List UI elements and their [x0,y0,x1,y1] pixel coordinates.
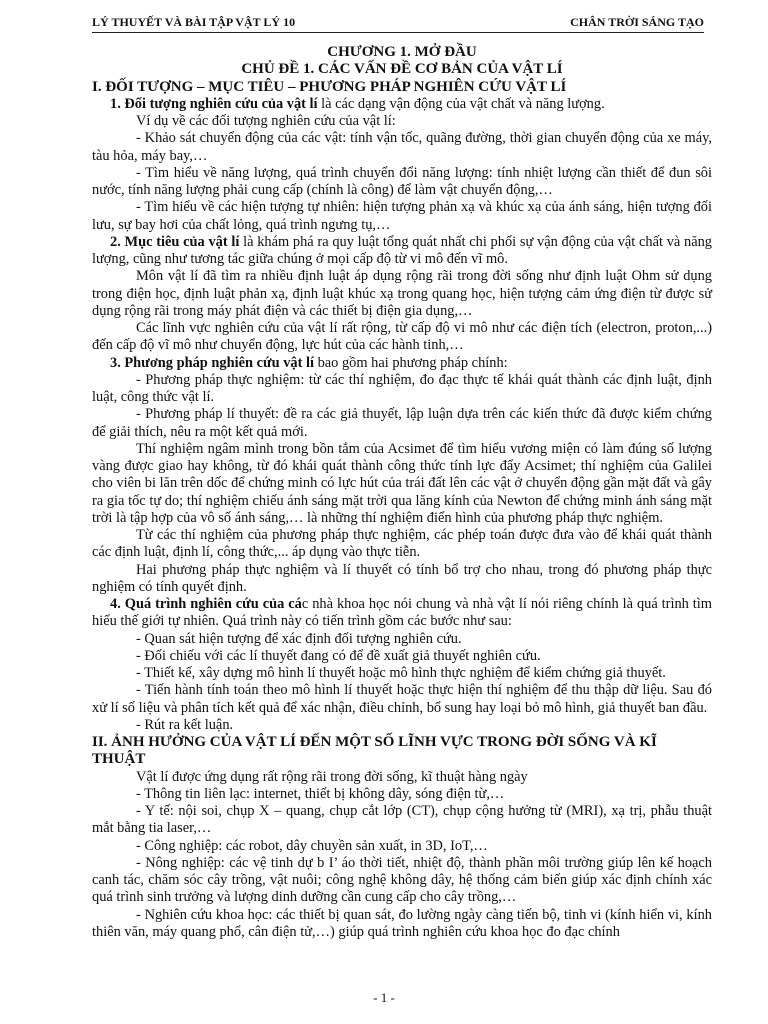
paragraph: - Rút ra kết luận. [136,716,234,733]
paragraph: Thí nghiệm ngâm mình trong bồn tắm của Acsimet để tìm hiểu vương miện có làm đúng số lượng vàng được giao hay không, từ đó khái quát thành công thức tính lực đẩy Acsimet; thí nghiệm của Galilei cho viên bi lăn trên dốc để chứng minh có lực hút của trái đất lên các vật ở chuyển động gần mặt đất và gây ra gia tốc tự do; thí nghiệm chiếu ánh sáng mặt trời qua lăng kính của Newton để chứng minh ánh sáng mặt trời là tập hợp của vô số ánh sáng,… là những thí nghiệm điển hình của phương pháp thực nghiệm. [92,440,712,526]
paragraph: Ví dụ về các đối tượng nghiên cứu của vật lí: [136,113,396,129]
section-1-heading: I. ĐỐI TƯỢNG – MỤC TIÊU – PHƯƠNG PHÁP NGHIÊN CỨU VẬT LÍ [92,78,567,95]
paragraph: - Đối chiếu với các lí thuyết đang có để đề xuất giả thuyết nghiên cứu. [136,647,541,664]
topic-title: CHỦ ĐỀ 1. CÁC VẤN ĐỀ CƠ BẢN CỦA VẬT LÍ [241,61,563,78]
subsection-3-text: bao gồm hai phương pháp chính: [313,354,508,371]
paragraph: - Phương pháp thực nghiệm: từ các thí nghiệm, đo đạc thực tế khái quát thành các định luật, định luật, công thức vật lí. [92,371,712,405]
paragraph: - Thông tin liên lạc: internet, thiết bị không dây, sóng điện từ,… [136,785,505,802]
section-2-heading: II. ẢNH HƯỞNG CỦA VẬT LÍ ĐẾN MỘT SỐ LĨNH VỰC TRONG ĐỜI SỐNG VÀ KĨ THUẬT [92,734,657,768]
paragraph: - Phương pháp lí thuyết: đề ra các giả thuyết, lập luận dựa trên các kiến thức đã được kiểm chứng để giải thích, nêu ra một kết quả mới. [92,406,712,440]
subsection-1 [92,96,712,113]
subsection-4-text: c nhà khoa học nói chung và nhà vật lí nói riêng chính là quá trình tìm hiểu thế giới tự nhiên. Quá trình này có tiến trình gồm các bước như sau: [92,596,712,630]
chapter-title: CHƯƠNG 1. MỞ ĐẦU [327,44,477,60]
paragraph: - Nông nghiệp: các vệ tinh dự b I’ áo thời tiết, nhiệt độ, thành phần môi trường giúp lên kế hoạch canh tác, chăm sóc cây trồng, vật nuôi; công nghệ không dây, hệ thống cảm biến giúp xác định chính xác quá trình sinh trưởng và lượng dinh dưỡng cần cung cấp cho cây trồng,… [92,854,712,906]
subsection-2 [92,234,712,269]
header-book-title: LÝ THUYẾT VÀ BÀI TẬP VẬT LÝ 10 [92,15,296,29]
paragraph: - Tìm hiểu về các hiện tượng tự nhiên: hiện tượng phản xạ và khúc xạ của ánh sáng, hiện tượng đối lưu, sự bay hơi của chất lỏng, quá trình ngưng tụ,… [92,199,712,233]
paragraph: Môn vật lí đã tìm ra nhiều định luật áp dụng rộng rãi trong đời sống như định luật Ohm sử dụng trong điện học, định luật phản xạ, định luật khúc xạ trong quang học, hiện tượng cảm ứng điện từ được sử dụng rộng rãi trong máy phát điện và các thiết bị điện gia dụng,… [92,268,712,319]
paragraph: - Công nghiệp: các robot, dây chuyền sản xuất, in 3D, IoT,… [136,837,488,854]
page-header [92,14,704,33]
subsection-4-label: 4. Quá trình nghiên cứu của cá [110,596,302,612]
subsection-4 [92,596,712,631]
paragraph: - Y tế: nội soi, chụp X – quang, chụp cắt lớp (CT), chụp cộng hưởng từ (MRI), xạ trị, phẫu thuật mắt bằng tia laser,… [92,803,712,837]
subsection-1-text: là các dạng vận động của vật chất và năng lượng. [317,95,605,112]
page-content [92,44,712,941]
paragraph: - Thiết kế, xây dựng mô hình lí thuyết hoặc mô hình thực nghiệm để kiểm chứng giả thuyết. [136,665,666,681]
subsection-1-label: 1. Đối tượng nghiên cứu của vật lí [110,95,318,112]
paragraph: Vật lí được ứng dụng rất rộng rãi trong đời sống, kĩ thuật hàng ngày [136,768,528,785]
page-number: - 1 - [373,990,395,1005]
subsection-2-label: 2. Mục tiêu của vật lí [110,233,240,250]
header-series: CHÂN TRỜI SÁNG TẠO [570,15,704,29]
paragraph: - Nghiên cứu khoa học: các thiết bị quan sát, đo lường ngày càng tiến bộ, tinh vi (kính hiển vi, kính thiên văn, máy quang phổ, cân điện tử,…) giúp quá trình nghiên cứu khoa học đo đạc chính [92,906,712,940]
subsection-3 [92,355,712,372]
paragraph: Hai phương pháp thực nghiệm và lí thuyết có tính bổ trợ cho nhau, trong đó phương pháp thực nghiệm có tính quyết định. [92,561,712,595]
paragraph: - Khảo sát chuyển động của các vật: tính vận tốc, quãng đường, thời gian chuyển động của xe máy, tàu hỏa, máy bay,… [92,130,712,164]
paragraph: - Quan sát hiện tượng để xác định đối tượng nghiên cứu. [136,630,462,647]
paragraph: - Tiến hành tính toán theo mô hình lí thuyết hoặc thực hiện thí nghiệm để thu thập dữ liệu. Sau đó xử lí số liệu và phân tích kết quả để xác nhận, điều chỉnh, bổ sung hay loại bỏ mô hình, giả thuyết ban đầu. [92,682,712,716]
subsection-2-text: là khám phá ra quy luật tổng quát nhất chi phối sự vận động của vật chất và năng lượng, cũng như tương tác giữa chúng ở mọi cấp độ từ vi mô đến vĩ mô. [92,233,713,267]
paragraph: Các lĩnh vực nghiên cứu của vật lí rất rộng, từ cấp độ vi mô như các điện tích (electron, proton,...) đến cấp độ vĩ mô như chuyển động, lực hút của các hành tinh,… [92,320,712,354]
paragraph: - Tìm hiểu về năng lượng, quá trình chuyển đổi năng lượng: tính nhiệt lượng cần thiết để đun sôi nước, tính năng lượng phải cung cấp (chính là công) để làm vật chuyển động,… [92,164,712,198]
paragraph: Từ các thí nghiệm của phương pháp thực nghiệm, các phép toán được đưa vào để khái quát thành các định luật, định lí, công thức,... áp dụng vào thực tiễn. [92,527,712,561]
subsection-3-label: 3. Phương pháp nghiên cứu vật lí [110,354,314,371]
